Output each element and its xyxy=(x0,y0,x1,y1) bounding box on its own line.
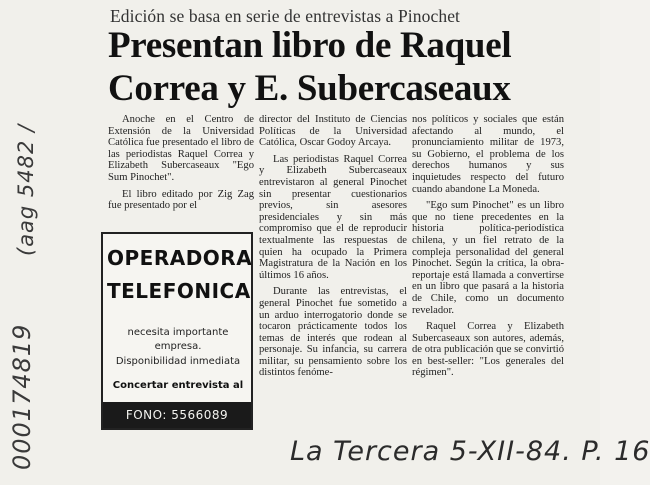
ad-text: Disponibilidad inmediata xyxy=(115,356,241,367)
paragraph: director del Instituto de Ciencias Políticas de la Universidad Católica, Oscar Godoy Arcaya. xyxy=(259,114,407,149)
article-column-1 xyxy=(108,114,254,217)
paragraph: nos políticos y sociales que están afectando al mundo, el pronunciamiento militar de 1973, su Gobierno, el problema de los derechos humanos y sus inquietudes respecto del futuro cuando abandone La Moneda. xyxy=(412,114,564,195)
ad-phone-number: FONO: 5566089 xyxy=(103,402,251,428)
handwritten-catalog-number: 000174819 xyxy=(8,323,36,470)
ad-brand-telefonica: TELEFONICA xyxy=(107,279,251,303)
article-column-3 xyxy=(412,114,564,384)
ad-call-to-action: Concertar entrevista al xyxy=(112,380,244,391)
paragraph: Las periodistas Raquel Correa y Elizabeth Subercaseaux entrevistaron al general Pinochet sin presentar cuestionarios previos, sin asesores presidenciales y sin más compromiso que el de reproducir textualmente las respuestas de quien ha ocupado la Primera Magistratura de la Nación en los últimos 16 años. xyxy=(259,153,407,281)
handwritten-source-date: La Tercera 5-XII-84. P. 16 xyxy=(290,436,650,467)
ad-text: necesita importante xyxy=(127,327,229,338)
paragraph: Anoche en el Centro de Extensión de la Universidad Católica fue presentado el libro de las periodistas Raquel Correa y Elizabeth Subercaseaux "Ego Sum Pinochet". xyxy=(108,114,254,183)
ad-brand-operadora: OPERADORA xyxy=(107,246,253,270)
article-column-2 xyxy=(259,114,407,384)
article-headline: Presentan libro de Raquel Correa y E. Subercaseaux xyxy=(108,25,512,109)
advertisement-box xyxy=(101,232,253,430)
article-kicker: Edición se basa en serie de entrevistas a Pinochet xyxy=(110,6,461,26)
paragraph: Durante las entrevistas, el general Pinochet fue sometido a un arduo interrogatorio donde se tocaron prácticamente todos los temas de interés que rodean al personaje. Su infancia, su carrera militar, su pensamiento sobre los distintos fenóme- xyxy=(259,286,407,379)
paragraph: Raquel Correa y Elizabeth Subercaseaux son autores, además, de otra publicación que se convirtió en best-seller: "Los generales del régimen". xyxy=(412,321,564,379)
handwritten-reference: (aag 5482 / xyxy=(14,123,38,256)
paragraph: "Ego sum Pinochet" es un libro que no tiene precedentes en la historia política-periodística chilena, y un fiel retrato de la compleja personalidad del general Pinochet. Según la crítica, la obra-reportaje está llamada a convertirse en un libro que pasará a la historia de Chile, como un documento revelador. xyxy=(412,200,564,316)
ad-text: empresa. xyxy=(154,341,202,352)
paragraph: El libro editado por Zig Zag fue presentado por el xyxy=(108,188,254,212)
